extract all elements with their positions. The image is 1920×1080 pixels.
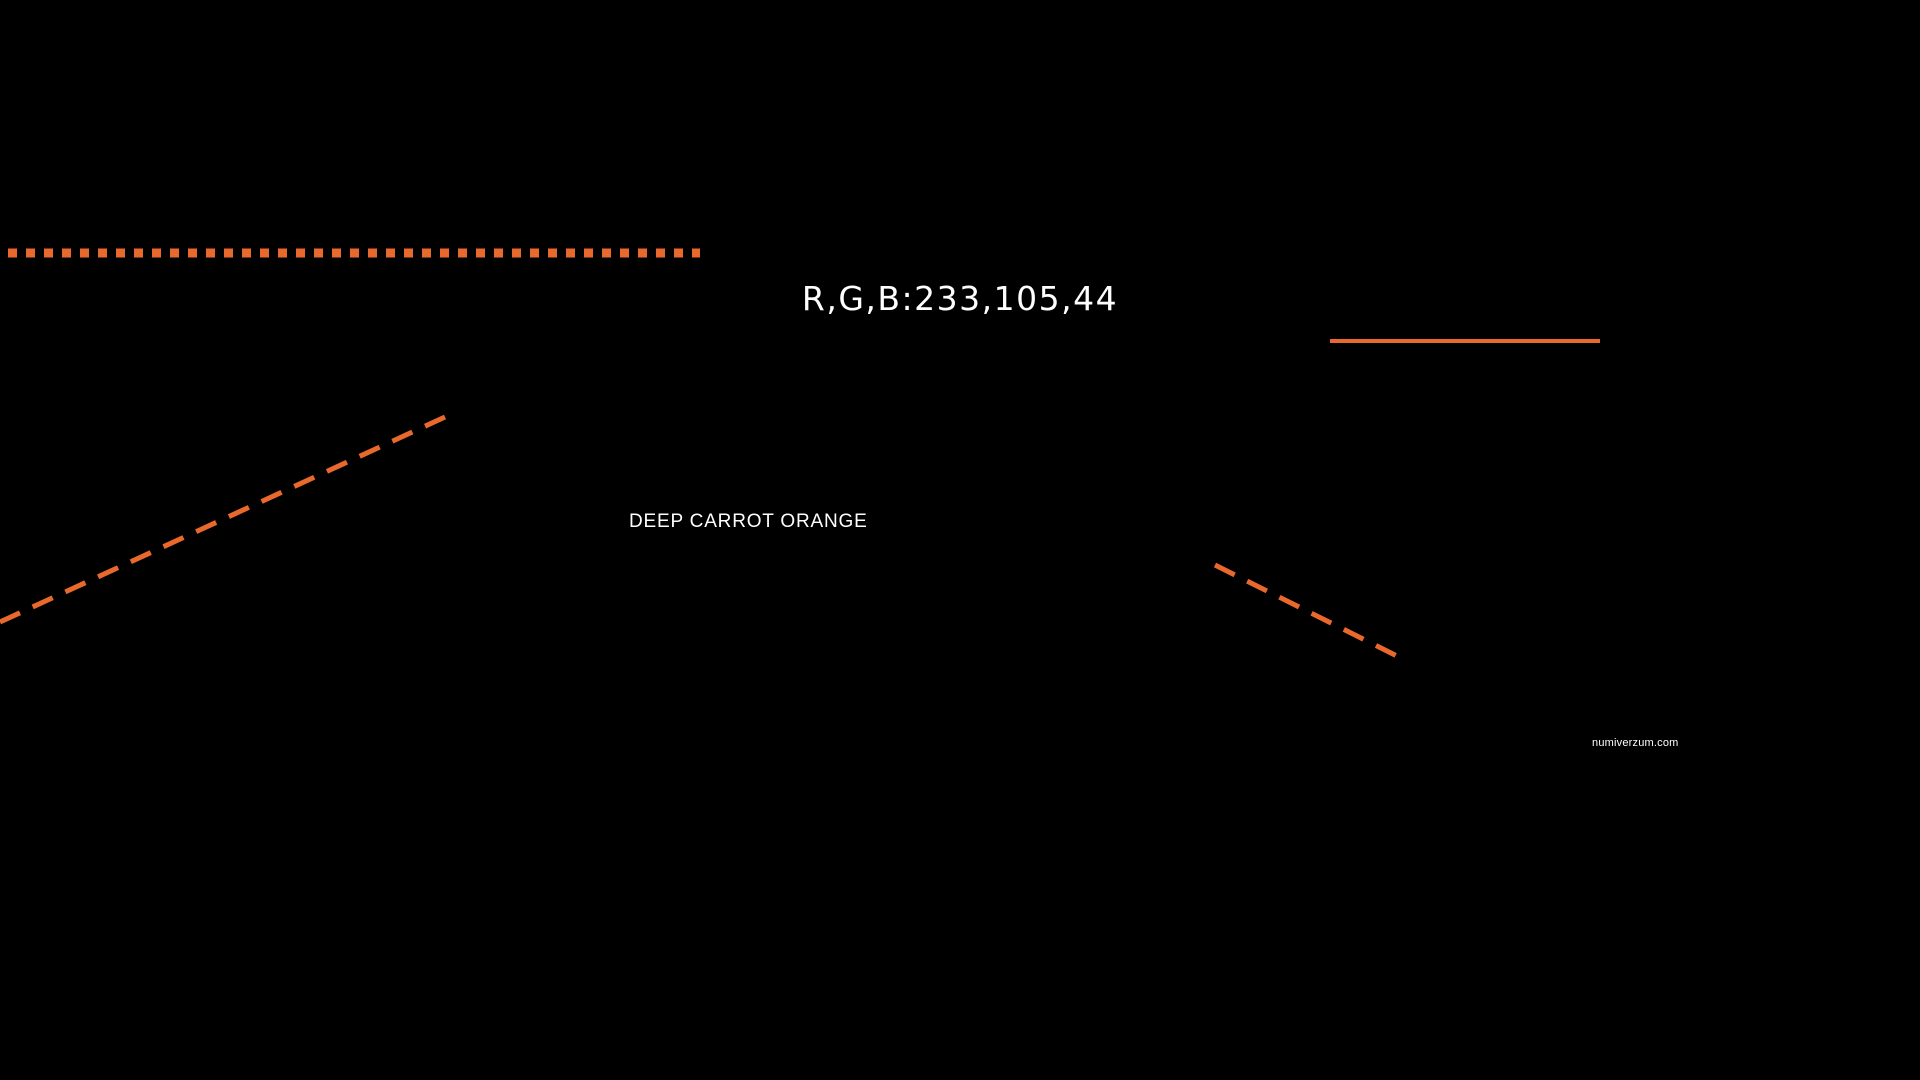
site-watermark: numiverzum.com [1592, 737, 1679, 749]
color-name-label: DEEP CARROT ORANGE [629, 511, 868, 532]
dashed-diagonal-right-icon [1210, 560, 1410, 665]
dotted-rule-top-left-icon [0, 243, 710, 263]
dashed-diagonal-left-icon [0, 412, 450, 627]
solid-rule-right-icon [1330, 335, 1610, 347]
rgb-value-label: R,G,B:233,105,44 [801, 279, 1119, 318]
